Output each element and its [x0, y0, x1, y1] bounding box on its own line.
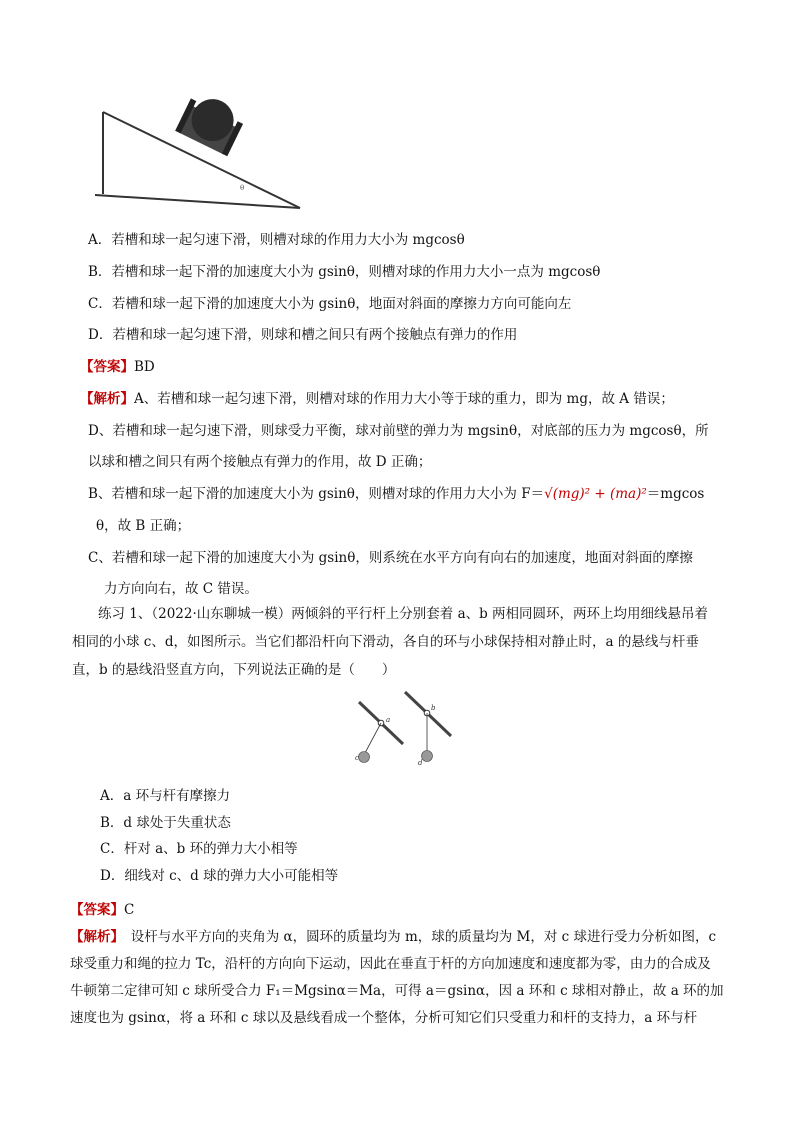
q1-analysis-line-3: 以球和槽之间只有两个接触点有弹力的作用，故 D 正确； [88, 454, 432, 470]
answer-value: BD [134, 359, 155, 375]
formula: √(mg)² + (ma)² [544, 486, 647, 502]
q2-stem-line-1: 练习 1、（2022·山东聊城一模）两倾斜的平行杆上分别套着 a、b 两相同圆环，两环上均用细线悬吊着 [98, 606, 709, 622]
q1-analysis-line-7: 力方向向右，故 C 错误。 [104, 581, 258, 597]
q1-analysis-line-5: θ，故 B 正确； [96, 518, 191, 534]
q2-analysis-line-2: 球受重力和绳的拉力 Tc，沿杆的方向向下运动，因此在垂直于杆的方向加速度和速度都为零，由力的合成及 [70, 956, 711, 972]
answer-label: 【答案】 [80, 359, 134, 375]
svg-text:θ: θ [240, 184, 245, 192]
fig-label-c: c [355, 754, 359, 762]
rods-figure [355, 688, 455, 772]
q2-option-d: D．细线对 c、d 球的弹力大小可能相等 [100, 868, 339, 884]
q1-option-d: D．若槽和球一起匀速下滑，则球和槽之间只有两个接触点有弹力的作用 [88, 327, 518, 343]
q2-option-b: B．d 球处于失重状态 [100, 815, 231, 831]
q2-stem-line-2: 相同的小球 c、d，如图所示。当它们都沿杆向下滑动，各自的环与小球保持相对静止时，a 的悬线与杆垂 [72, 634, 699, 650]
fig-label-d: d [418, 759, 423, 767]
q1-option-a: A．若槽和球一起匀速下滑，则槽对球的作用力大小为 mgcosθ [88, 232, 465, 248]
q1-answer [80, 357, 155, 377]
q1-analysis-line-1: 【解析】A、若槽和球一起匀速下滑，则槽对球的作用力大小等于球的重力，即为 mg，故 A 错误； [80, 391, 674, 407]
q1-analysis-line-6: C、若槽和球一起下滑的加速度大小为 gsinθ，则系统在水平方向有向右的加速度，地面对斜面的摩擦 [88, 550, 693, 566]
q2-option-a: A．a 环与杆有摩擦力 [100, 788, 231, 804]
q2-analysis-line-4: 速度也为 gsinα，将 a 环和 c 球以及悬线看成一个整体，分析可知它们只受重力和杆的支持力，a 环与杆 [70, 1010, 698, 1026]
q1-option-c: C．若槽和球一起下滑的加速度大小为 gsinθ，地面对斜面的摩擦力方向可能向左 [88, 296, 572, 312]
q2-analysis-line-3: 牛顿第二定律可知 c 球所受合力 F₁＝Mgsinα＝Ma，可得 a＝gsinα，因 a 环和 c 球相对静止，故 a 环的加 [70, 983, 724, 999]
incline-figure [95, 98, 310, 213]
q2-analysis-line-1: 【解析】 设杆与水平方向的夹角为 α，圆环的质量均为 m，球的质量均为 M，对 c 球进行受力分析如图，c [70, 929, 717, 945]
analysis-label-2: 【解析】 [70, 929, 118, 945]
q1-analysis-line-2: D、若槽和球一起匀速下滑，则球受力平衡，球对前壁的弹力为 mgsinθ，对底部的压力为 mgcosθ，所 [88, 423, 709, 439]
q2-option-c: C．杆对 a、b 环的弹力大小相等 [100, 841, 298, 857]
fig-label-b: b [431, 704, 436, 712]
q2-stem-line-3: 直，b 的悬线沿竖直方向，下列说法正确的是（ ） [72, 662, 396, 678]
analysis-label: 【解析】 [80, 391, 134, 407]
fig-label-a: a [386, 716, 391, 724]
q1-analysis-line-4: B、若槽和球一起下滑的加速度大小为 gsinθ，则槽对球的作用力大小为 F＝√(mg)² + (ma)²＝mgcos [88, 486, 705, 502]
q1-option-b: B．若槽和球一起下滑的加速度大小为 gsinθ，则槽对球的作用力大小一点为 mgcosθ [88, 264, 601, 280]
answer-value-2: C [124, 902, 135, 918]
q2-answer [70, 900, 134, 920]
answer-label-2: 【答案】 [70, 902, 124, 918]
